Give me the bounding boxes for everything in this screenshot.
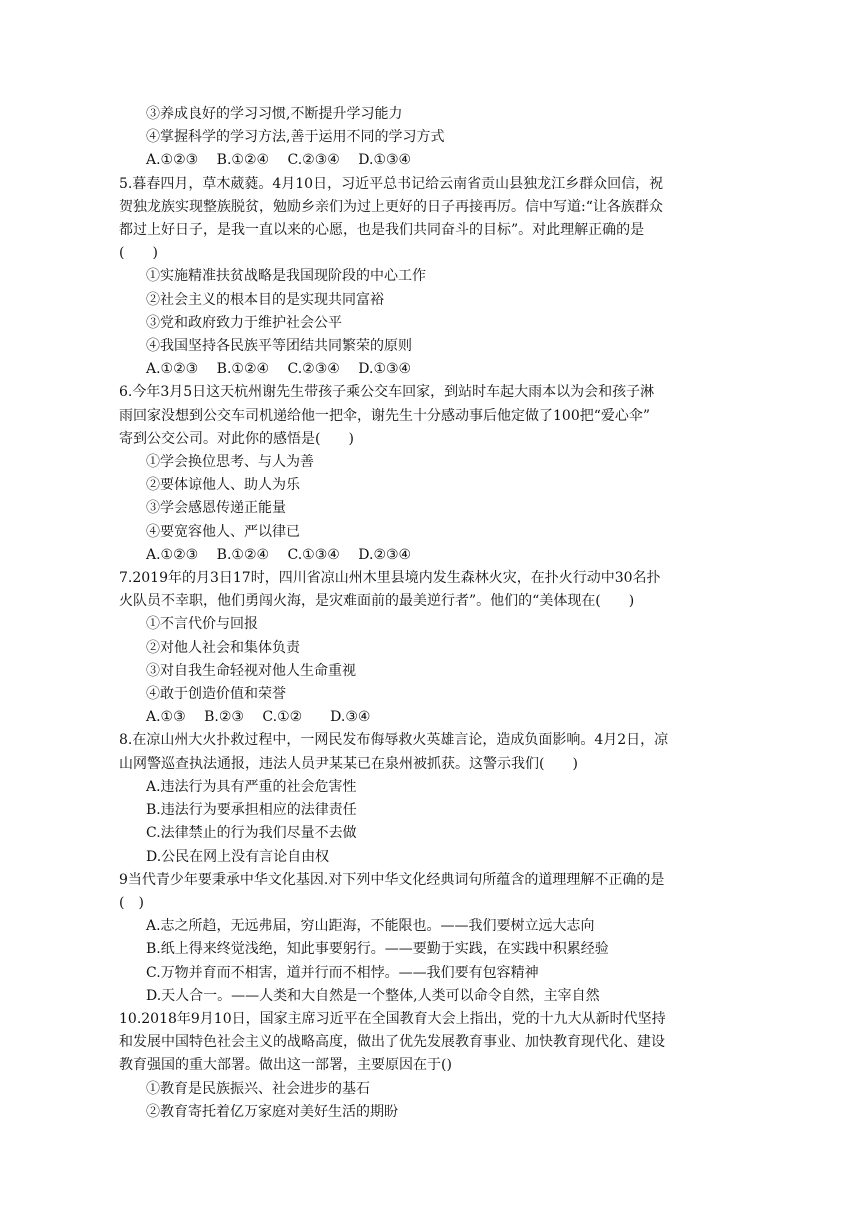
question-stem-line: 贺独龙族实现整族脱贫，勉励乡亲们为过上更好的日子再接再厉。信中写道:“让各族群众 [119, 198, 663, 215]
option-line: ③党和政府致力于维护社会公平 [146, 314, 342, 331]
question-stem-line: 教育强国的重大部署。做出这一部署，主要原因在于() [119, 1057, 452, 1074]
option-line: A.违法行为具有严重的社会危害性 [146, 778, 357, 795]
option-line: ④我国坚持各民族平等团结共同繁荣的原则 [146, 338, 412, 355]
question-stem-line: 寄到公交公司。对此你的感悟是( ) [119, 430, 354, 447]
answer-choices-line: A.①②③ B.①②④ C.②③④ D.①③④ [146, 361, 412, 378]
question-stem-line: 6.今年3月5日这天杭州谢先生带孩子乘公交车回家，到站时车起大雨本以为会和孩子淋 [119, 384, 655, 401]
option-line: ④掌握科学的学习方法,善于运用不同的学习方式 [146, 129, 445, 146]
option-line: ①实施精准扶贫战略是我国现阶段的中心工作 [146, 268, 426, 285]
question-stem-line: ( ) [119, 894, 144, 911]
answer-choices-line: A.①②③ B.①②④ C.①③④ D.②③④ [146, 546, 412, 563]
option-line: B.纸上得来终觉浅绝，知此事要躬行。——要勤于实践，在实践中积累经验 [146, 941, 609, 958]
option-line: D.公民在网上没有言论自由权 [146, 848, 330, 865]
question-stem-line: 10.2018年9月10日，国家主席习近平在全国教育大会上指出，党的十九大从新时代坚持 [119, 1010, 666, 1027]
option-line: ④要宽容他人、严以律已 [146, 523, 300, 540]
option-line: ②教育寄托着亿万家庭对美好生活的期盼 [146, 1103, 398, 1120]
option-line: ③学会感恩传递正能量 [146, 500, 286, 517]
question-stem-line: 雨回家没想到公交车司机递给他一把伞，谢先生十分感动事后他定做了100把“爱心伞” [119, 407, 651, 424]
option-line: ③对自我生命轻视对他人生命重视 [146, 662, 356, 679]
option-line: ①学会换位思考、与人为善 [146, 454, 314, 471]
option-line: C.万物并育而不相害，道并行而不相悖。——我们要有包容精神 [146, 964, 539, 981]
question-stem-line: 都过上好日子，是我一直以来的心愿，也是我们共同奋斗的目标”。对此理解正确的是 [119, 222, 645, 239]
question-stem-line: 7.2019年的月3日17时，四川省凉山州木里县境内发生森林火灾，在扑火行动中30名扑 [119, 570, 661, 587]
question-stem-line: ( ) [119, 245, 158, 262]
option-line: ①不言代价与回报 [146, 616, 258, 633]
option-line: ②社会主义的根本目的是实现共同富裕 [146, 291, 384, 308]
question-stem-line: 5.暮春四月，草木葳蕤。4月10日，习近平总书记给云南省贡山县独龙江乡群众回信，祝 [119, 175, 664, 192]
question-stem-line: 9当代青少年要秉承中华文化基因.对下列中华文化经典词句所蕴含的道理理解不正确的是 [119, 871, 665, 888]
option-line: D.天人合一。——人类和大自然是一个整体,人类可以命令自然，主宰自然 [146, 987, 600, 1004]
answer-choices-line: A.①③ B.②③ C.①② D.③④ [146, 709, 371, 726]
answer-choices-line: A.①②③ B.①②④ C.②③④ D.①③④ [146, 152, 412, 169]
question-stem-line: 山网警巡查执法通报，违法人员尹某某已在泉州被抓获。这警示我们( ) [119, 755, 578, 772]
option-line: B.违法行为要承担相应的法律责任 [146, 802, 357, 819]
question-stem-line: 火队员不幸职，他们勇闯火海，是灾难面前的最美逆行者”。他们的“美体现在( ) [119, 593, 635, 610]
option-line: ①教育是民族振兴、社会进步的基石 [146, 1080, 370, 1097]
option-line: A.志之所趋，无远弗届，穷山距海，不能限也。——我们要树立远大志向 [146, 918, 595, 935]
question-stem-line: 和发展中国特色社会主义的战略高度，做出了优先发展教育事业、加快教育现代化、建设 [119, 1034, 665, 1051]
question-text-block [119, 103, 739, 1124]
option-line: ②要体谅他人、助人为乐 [146, 477, 300, 494]
option-line: ④敢于创造价值和荣誉 [146, 686, 286, 703]
option-line: C.法律禁止的行为我们尽量不去做 [146, 825, 357, 842]
option-line: ②对他人社会和集体负责 [146, 639, 300, 656]
option-line: ③养成良好的学习习惯,不断提升学习能力 [146, 106, 403, 122]
question-stem-line: 8.在凉山州大火扑救过程中，一网民发布侮辱救火英雄言论，造成负面影响。4月2日，凉 [119, 732, 669, 749]
